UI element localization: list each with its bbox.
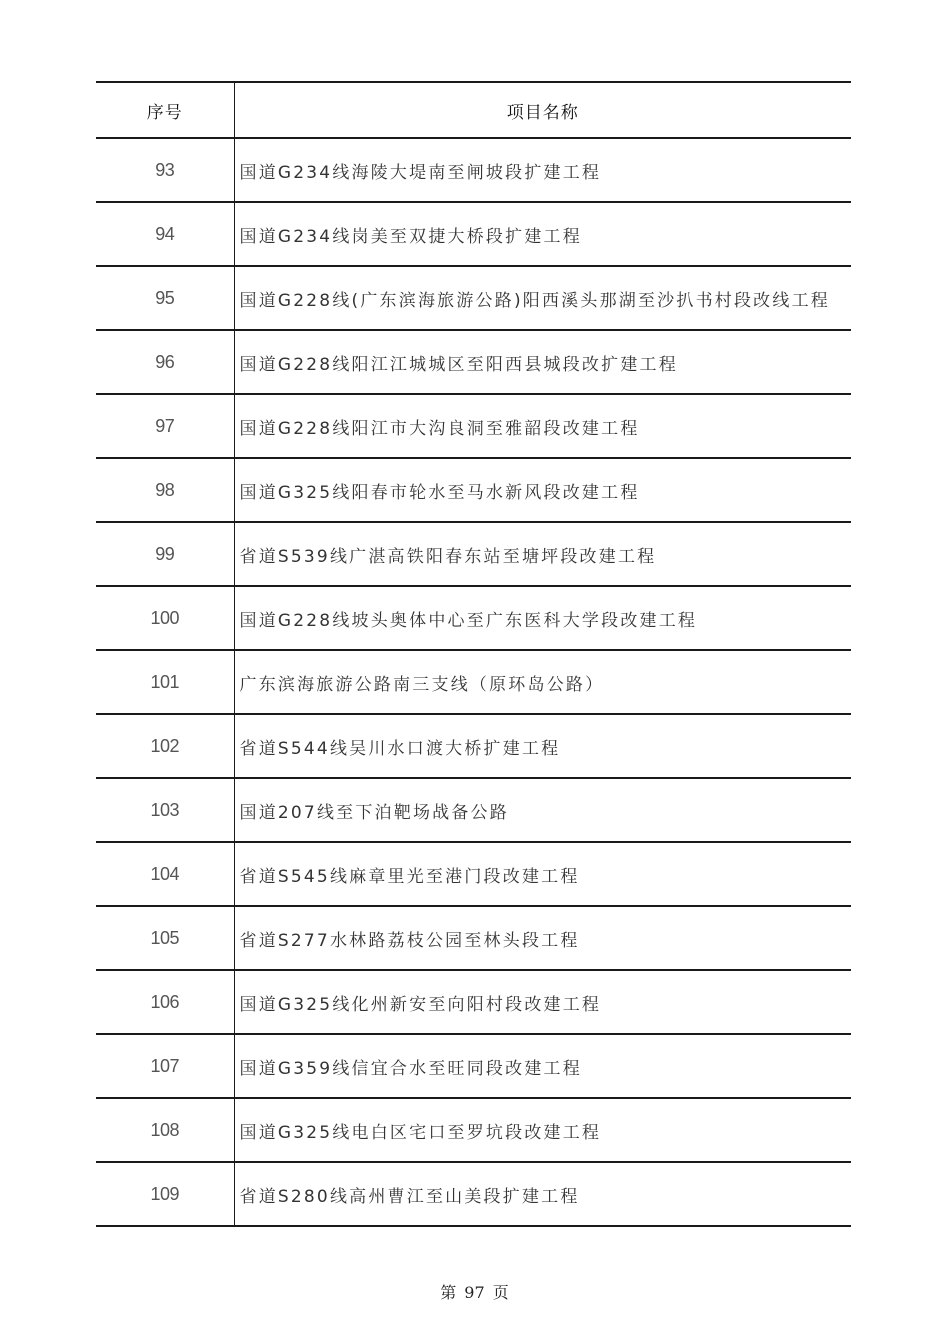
table-row (96, 522, 851, 586)
row-index: 98 (96, 458, 234, 522)
row-project-name: 省道S277水林路荔枝公园至林头段工程 (234, 906, 851, 970)
row-index: 107 (96, 1034, 234, 1098)
row-index: 95 (96, 266, 234, 330)
row-index: 99 (96, 522, 234, 586)
row-index: 108 (96, 1098, 234, 1162)
row-index: 103 (96, 778, 234, 842)
row-index: 96 (96, 330, 234, 394)
table-row (96, 842, 851, 906)
table-row (96, 906, 851, 970)
table-row (96, 1098, 851, 1162)
row-index: 93 (96, 138, 234, 202)
row-project-name: 国道G228线阳江江城城区至阳西县城段改扩建工程 (234, 330, 851, 394)
table-row (96, 1034, 851, 1098)
table-row (96, 586, 851, 650)
row-project-name: 省道S539线广湛高铁阳春东站至塘坪段改建工程 (234, 522, 851, 586)
row-project-name: 省道S280线高州曹江至山美段扩建工程 (234, 1162, 851, 1226)
row-project-name: 国道G234线海陵大堤南至闸坡段扩建工程 (234, 138, 851, 202)
table-row (96, 778, 851, 842)
row-project-name: 国道G228线阳江市大沟良洞至雅韶段改建工程 (234, 394, 851, 458)
table-row (96, 650, 851, 714)
project-table (96, 81, 851, 1227)
table-row (96, 394, 851, 458)
table-row (96, 714, 851, 778)
row-project-name: 国道207线至下泊靶场战备公路 (234, 778, 851, 842)
row-project-name: 国道G234线岗美至双捷大桥段扩建工程 (234, 202, 851, 266)
table-header-row (96, 82, 851, 138)
row-index: 109 (96, 1162, 234, 1226)
row-project-name: 国道G325线阳春市轮水至马水新风段改建工程 (234, 458, 851, 522)
row-index: 106 (96, 970, 234, 1034)
row-project-name: 省道S545线麻章里光至港门段改建工程 (234, 842, 851, 906)
table-row (96, 458, 851, 522)
page-number: 第 97 页 (440, 1283, 509, 1302)
table-row (96, 138, 851, 202)
row-project-name: 省道S544线吴川水口渡大桥扩建工程 (234, 714, 851, 778)
row-project-name: 国道G325线化州新安至向阳村段改建工程 (234, 970, 851, 1034)
row-index: 101 (96, 650, 234, 714)
row-index: 94 (96, 202, 234, 266)
row-index: 100 (96, 586, 234, 650)
table-row (96, 1162, 851, 1226)
row-index: 97 (96, 394, 234, 458)
header-project-name: 项目名称 (234, 82, 851, 138)
row-project-name: 广东滨海旅游公路南三支线（原环岛公路） (234, 650, 851, 714)
row-index: 102 (96, 714, 234, 778)
header-index: 序号 (96, 82, 234, 138)
table-row (96, 266, 851, 330)
table-row (96, 970, 851, 1034)
row-index: 105 (96, 906, 234, 970)
row-project-name: 国道G359线信宜合水至旺同段改建工程 (234, 1034, 851, 1098)
row-project-name: 国道G228线(广东滨海旅游公路)阳西溪头那湖至沙扒书村段改线工程 (234, 266, 851, 330)
table-row (96, 330, 851, 394)
row-project-name: 国道G325线电白区宅口至罗坑段改建工程 (234, 1098, 851, 1162)
row-project-name: 国道G228线坡头奥体中心至广东医科大学段改建工程 (234, 586, 851, 650)
table-row (96, 202, 851, 266)
row-index: 104 (96, 842, 234, 906)
